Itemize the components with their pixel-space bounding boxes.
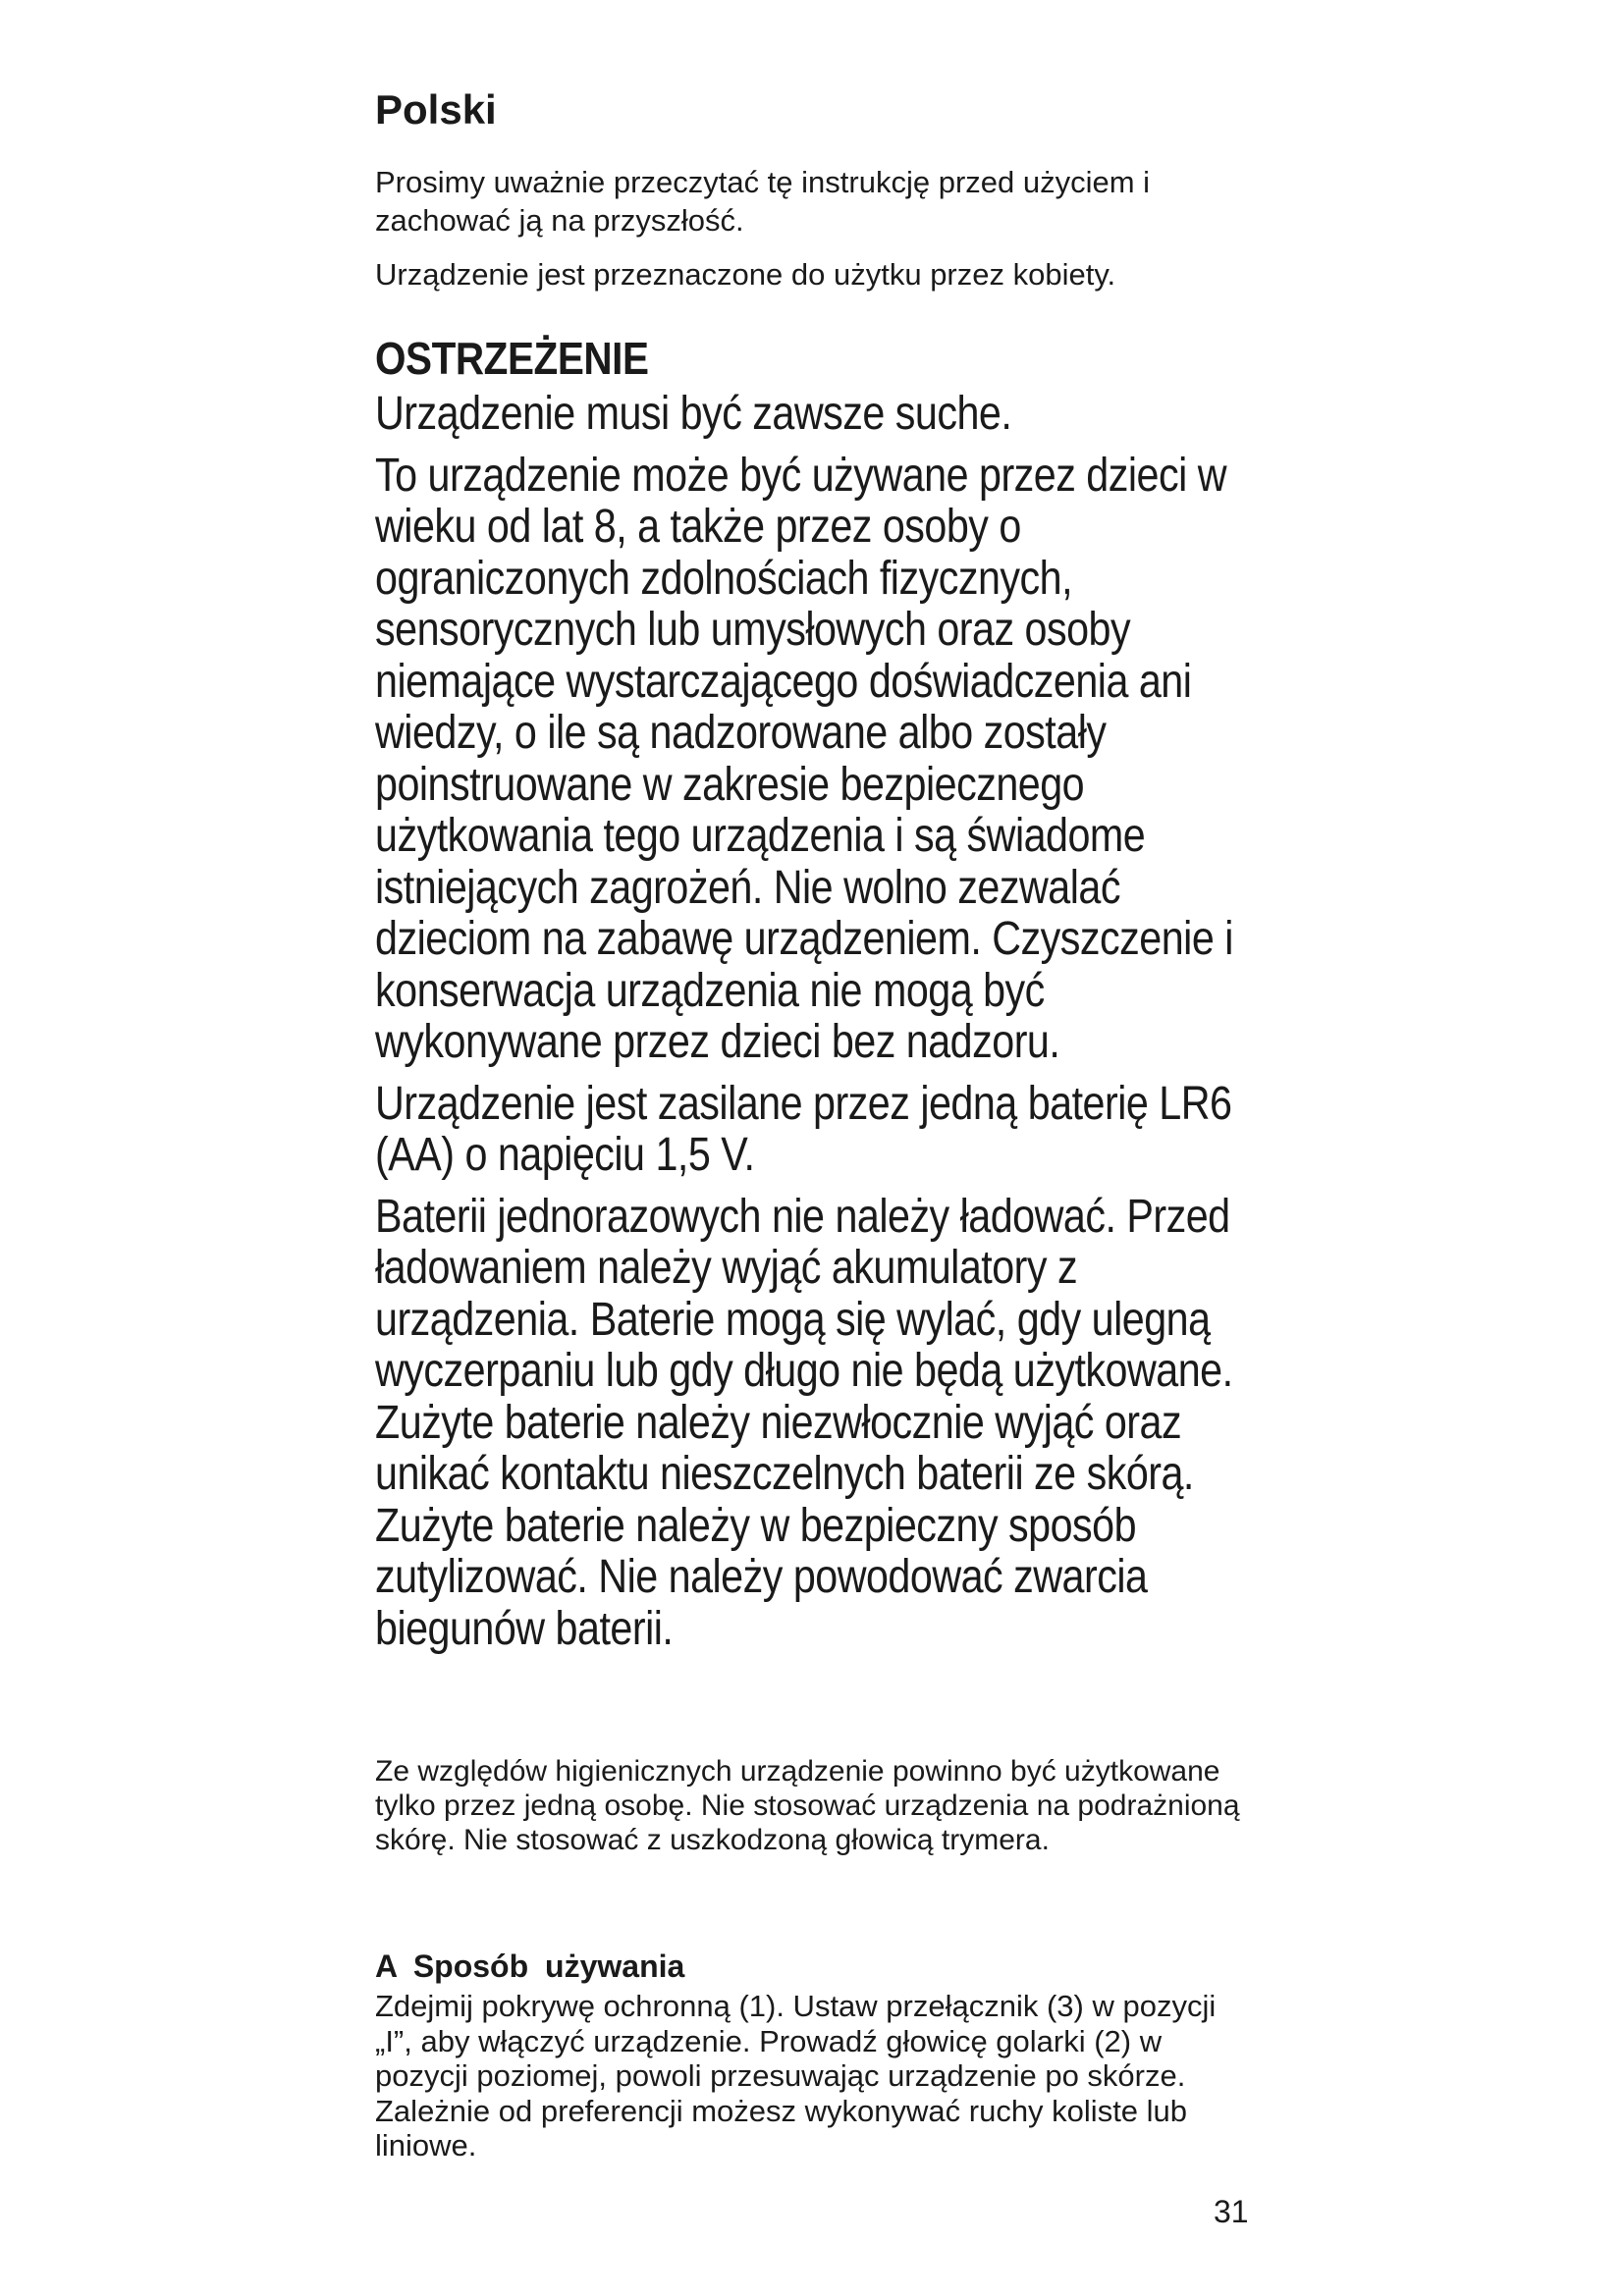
intro-section: [375, 163, 1259, 309]
page-number: 31: [1214, 2194, 1249, 2229]
warning-body: [375, 389, 1259, 1655]
warning-paragraph: Urządzenie musi być zawsze suche.: [375, 388, 1012, 440]
intro-paragraph: Prosimy uważnie przeczytać tę instrukcję przed użyciem i zachować ją na przyszłość.: [375, 165, 1151, 238]
warning-paragraph: Baterii jednorazowych nie należy ładować. Przed ładowaniem należy wyjąć akumulatory z urządzenia. Baterie mogą się wylać, gdy ulegną wyczerpaniu lub gdy długo nie będą użytkowane. Zużyte baterie należy niezwłocznie wyjąć oraz unikać kontaktu nieszczelnych baterii ze skórą. Zużyte baterie należy w bezpieczny sposób zutylizować. Nie należy powodować zwarcia biegunów baterii.: [375, 1190, 1233, 1655]
warning-paragraph: Urządzenie jest zasilane przez jedną baterię LR6 (AA) o napięciu 1,5 V.: [375, 1077, 1232, 1181]
warning-section: [375, 332, 1259, 1665]
warning-title: OSTRZEŻENIE: [375, 333, 649, 384]
warning-paragraph: To urządzenie może być używane przez dzieci w wieku od lat 8, a także przez osoby o ograniczonych zdolnościach fizycznych, sensorycznych lub umysłowych oraz osoby niemające wystarczającego doświadczenia ani wiedzy, o ile są nadzorowane albo zostały poinstruowane w zakresie bezpiecznego użytkowania tego urządzenia i są świadome istniejących zagrożeń. Nie wolno zezwalać dzieciom na zabawę urządzeniem. Czyszczenie i konserwacja urządzenia nie mogą być wykonywane przez dzieci bez nadzoru.: [375, 449, 1233, 1068]
hygiene-paragraph: Ze względów higienicznych urządzenie powinno być użytkowane tylko przez jedną osobę. Nie stosować urządzenia na podrażnioną skórę. Nie stosować z uszkodzoną głowicą trymera.: [375, 1755, 1240, 1856]
usage-paragraph: Zdejmij pokrywę ochronną (1). Ustaw przełącznik (3) w pozycji „I”, aby włączyć urządzenie. Prowadź głowicę golarki (2) w pozycji poziomej, powoli przesuwając urządzenie po skórze. Zależnie od preferencji możesz wykonywać ruchy koliste lub liniowe.: [375, 1989, 1217, 2163]
usage-section: [375, 1949, 1259, 2163]
language-title: Polski: [375, 86, 497, 133]
usage-heading: A Sposób używania: [375, 1949, 685, 1984]
intro-paragraph: Urządzenie jest przeznaczone do użytku przez kobiety.: [375, 257, 1116, 292]
